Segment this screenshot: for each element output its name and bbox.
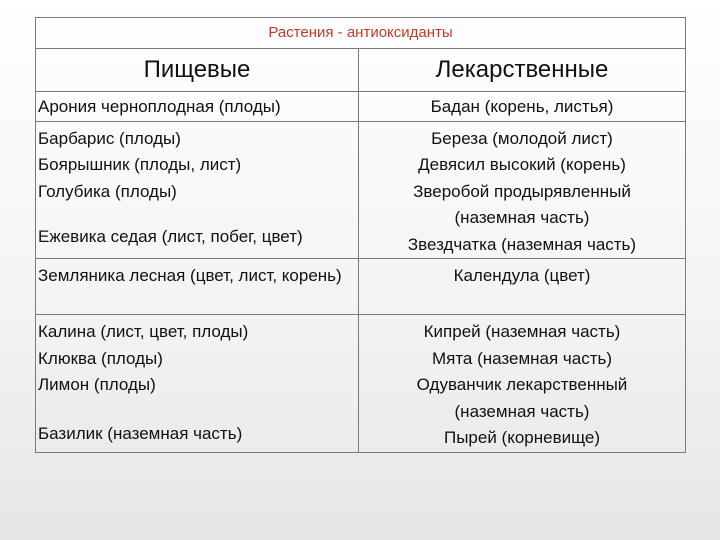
medicinal-plant: Береза (молодой лист) xyxy=(431,128,613,148)
food-plant: Базилик (наземная часть) xyxy=(38,423,243,443)
food-plant: Барбарис (плоды) xyxy=(38,128,181,148)
food-plant: Калина (лист, цвет, плоды) xyxy=(38,322,249,341)
table-row xyxy=(36,315,686,453)
medicinal-plant: Кипрей (наземная часть) xyxy=(423,322,621,341)
table-title: Растения - антиоксиданты xyxy=(36,18,686,49)
food-cell xyxy=(36,121,359,259)
medicinal-plant: Бадан (корень, листья) xyxy=(430,97,614,116)
column-header-medicinal: Лекарственные xyxy=(359,49,686,92)
medicinal-cell xyxy=(359,259,686,315)
column-header-food: Пищевые xyxy=(36,49,359,92)
food-plant: Земляника лесная (цвет, лист, корень) xyxy=(38,266,342,285)
food-plant: Клюква (плоды) xyxy=(38,348,163,368)
antioxidant-plants-table xyxy=(35,17,686,453)
food-plant: Голубика (плоды) xyxy=(38,181,177,201)
medicinal-cell xyxy=(359,315,686,453)
medicinal-cell xyxy=(359,121,686,259)
medicinal-plant: Календула (цвет) xyxy=(453,266,591,285)
food-plant: Ежевика седая (лист, побег, цвет) xyxy=(38,227,303,246)
table-row xyxy=(36,121,686,259)
food-cell xyxy=(36,259,359,315)
medicinal-plant: Мята (наземная часть) xyxy=(431,348,613,368)
food-plant: Боярышник (плоды, лист) xyxy=(38,155,242,174)
medicinal-plant: Пырей (корневище) xyxy=(443,428,601,447)
food-plant: Арония черноплодная (плоды) xyxy=(38,97,281,116)
table-row xyxy=(36,259,686,315)
table-header-row xyxy=(36,49,686,92)
food-cell xyxy=(36,92,359,122)
food-cell xyxy=(36,315,359,453)
medicinal-plant: Зверобой продырявленный (наземная часть) xyxy=(413,181,631,227)
medicinal-cell xyxy=(359,92,686,122)
table-title-row xyxy=(36,18,686,49)
table-row xyxy=(36,92,686,122)
food-plant: Лимон (плоды) xyxy=(38,375,156,394)
medicinal-plant: Звездчатка (наземная часть) xyxy=(407,234,637,254)
medicinal-plant: Одуванчик лекарственный (наземная часть) xyxy=(416,375,628,421)
medicinal-plant: Девясил высокий (корень) xyxy=(418,155,626,174)
